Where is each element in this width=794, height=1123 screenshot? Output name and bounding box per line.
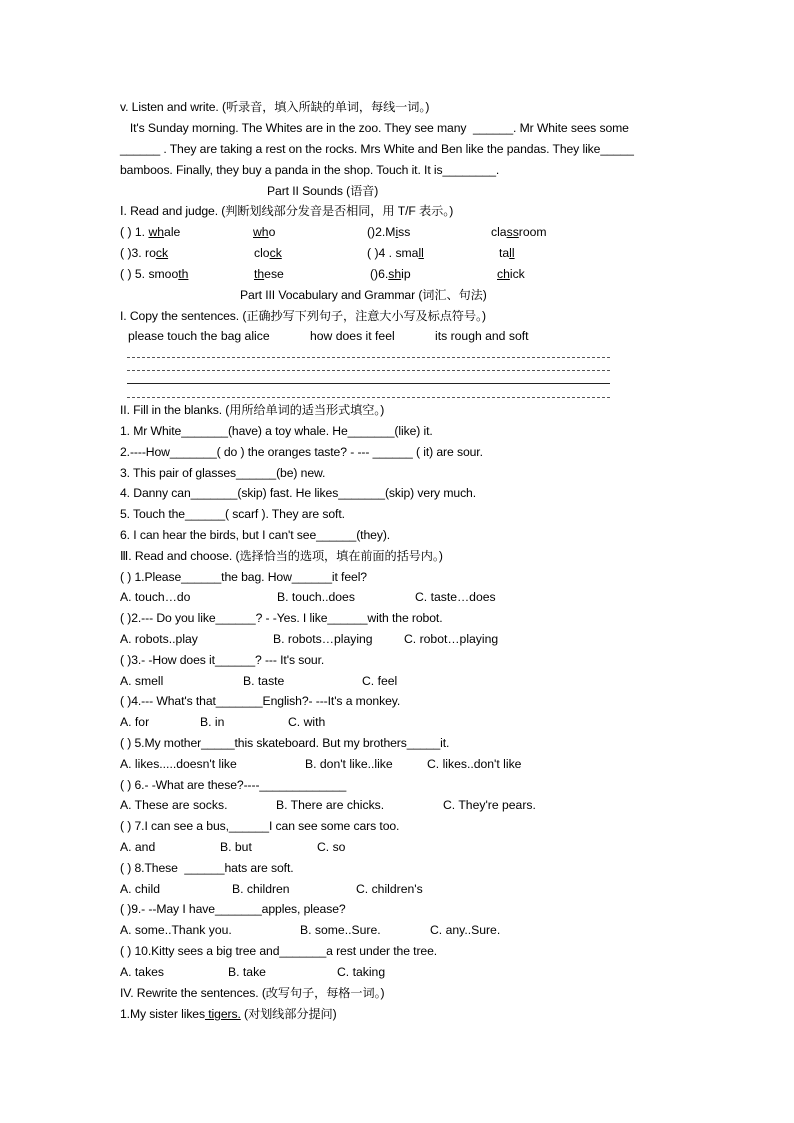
sound-item: tall [499, 246, 515, 260]
choice-question: ( )4.--- What's that_______English?- ---It's a monkey. [120, 694, 401, 708]
choice-option: A. These are socks. [120, 798, 228, 812]
part-2-title: Part II Sounds (语音) [267, 184, 379, 198]
fill-item: 4. Danny can_______(skip) fast. He likes_______(skip) very much. [120, 486, 477, 500]
fill-item: 6. I can hear the birds, but I can't see______(they). [120, 528, 391, 542]
choice-option: A. child [120, 882, 160, 896]
sound-item: chick [497, 267, 525, 281]
copy-sentence: please touch the bag alice [128, 329, 270, 343]
choice-question: ( ) 10.Kitty sees a big tree and_______a rest under the tree. [120, 944, 438, 958]
section-v-line-3: bamboos. Finally, they buy a panda in the shop. Touch it. It is________. [120, 163, 500, 177]
choice-option: C. taste…does [415, 590, 496, 604]
choice-option: B. don't like..like [305, 757, 393, 771]
choice-option: A. for [120, 715, 150, 729]
fill-item: 1. Mr White_______(have) a toy whale. He_______(like) it. [120, 424, 433, 438]
choice-option: C. taking [337, 965, 386, 979]
choice-option: C. with [288, 715, 326, 729]
rewrite-heading: IV. Rewrite the sentences. (改写句子，每格一词。) [120, 986, 385, 1000]
choice-option: B. touch..does [277, 590, 355, 604]
sound-item: ( )4 . small [367, 246, 424, 260]
choice-option: B. robots…playing [273, 632, 373, 646]
writing-line[interactable] [127, 357, 610, 358]
choice-option: C. likes..don't like [427, 757, 522, 771]
copy-sentence: how does it feel [310, 329, 395, 343]
copy-heading: I. Copy the sentences. (正确抄写下列句子，注意大小写及标点符号。) [120, 309, 486, 323]
writing-line[interactable] [127, 370, 610, 371]
sound-item: these [254, 267, 284, 281]
choice-option: C. feel [362, 674, 398, 688]
choice-option: C. children's [356, 882, 423, 896]
section-v-line-2: ______ . They are taking a rest on the rocks. Mrs White and Ben like the pandas. They like_____ [120, 142, 634, 156]
choice-option: C. so [317, 840, 346, 854]
choice-option: B. some..Sure. [300, 923, 381, 937]
sound-item: clock [254, 246, 282, 260]
rewrite-item: 1.My sister likes tigers. (对划线部分提问) [120, 1007, 337, 1021]
fill-item: 3. This pair of glasses______(be) new. [120, 466, 326, 480]
choice-question: ( ) 5.My mother_____this skateboard. But my brothers_____it. [120, 736, 450, 750]
part-3-title: Part III Vocabulary and Grammar (词汇、句法) [240, 288, 487, 302]
choice-question: ( ) 7.I can see a bus,______I can see some cars too. [120, 819, 400, 833]
fill-item: 2.----How_______( do ) the oranges taste? - --- ______ ( it) are sour. [120, 445, 483, 459]
choice-question: ( ) 8.These ______hats are soft. [120, 861, 294, 875]
section-v-line-1: It's Sunday morning. The Whites are in the zoo. They see many ______. Mr White sees some [120, 121, 629, 135]
choice-option: C. any..Sure. [430, 923, 501, 937]
choice-option: B. children [232, 882, 290, 896]
choice-option: C. They're pears. [443, 798, 536, 812]
choice-question: ( ) 1.Please______the bag. How______it feel? [120, 570, 367, 584]
choice-question: ( )3.- -How does it______? --- It's sour. [120, 653, 325, 667]
sound-item: ()6.ship [370, 267, 411, 281]
choice-option: B. There are chicks. [276, 798, 385, 812]
choice-option: B. in [200, 715, 225, 729]
section-v-heading: v. Listen and write. (听录音，填入所缺的单词，每线一词。) [120, 100, 430, 114]
choose-heading: Ⅲ. Read and choose. (选择恰当的选项，填在前面的括号内。) [120, 549, 443, 563]
choice-option: A. some..Thank you. [120, 923, 232, 937]
choice-option: B. but [220, 840, 252, 854]
sound-item: ( ) 1. whale [120, 225, 181, 239]
choice-question: ( )9.- --May I have_______apples, please? [120, 902, 346, 916]
writing-line[interactable] [127, 383, 610, 384]
writing-line[interactable] [127, 397, 610, 398]
choice-option: A. and [120, 840, 156, 854]
choice-option: C. robot…playing [404, 632, 499, 646]
sound-item: ( )3. rock [120, 246, 169, 260]
choice-option: A. touch…do [120, 590, 191, 604]
sound-item: who [253, 225, 276, 239]
choice-option: B. take [228, 965, 266, 979]
sound-item: ( ) 5. smooth [120, 267, 189, 281]
sound-item: classroom [491, 225, 547, 239]
sound-item: ()2.Miss [367, 225, 411, 239]
copy-sentence: its rough and soft [435, 329, 529, 343]
choice-option: A. takes [120, 965, 165, 979]
choice-option: A. robots..play [120, 632, 198, 646]
fill-heading: II. Fill in the blanks. (用所给单词的适当形式填空。) [120, 403, 385, 417]
choice-question: ( )2.--- Do you like______? - -Yes. I like______with the robot. [120, 611, 443, 625]
choice-option: A. likes.....doesn't like [120, 757, 237, 771]
read-judge-heading: Ⅰ. Read and judge. (判断划线部分发音是否相同，用 T/F 表示。) [120, 204, 454, 218]
choice-option: A. smell [120, 674, 164, 688]
choice-option: B. taste [243, 674, 285, 688]
fill-item: 5. Touch the______( scarf ). They are soft. [120, 507, 345, 521]
choice-question: ( ) 6.- -What are these?----_____________ [120, 778, 347, 792]
